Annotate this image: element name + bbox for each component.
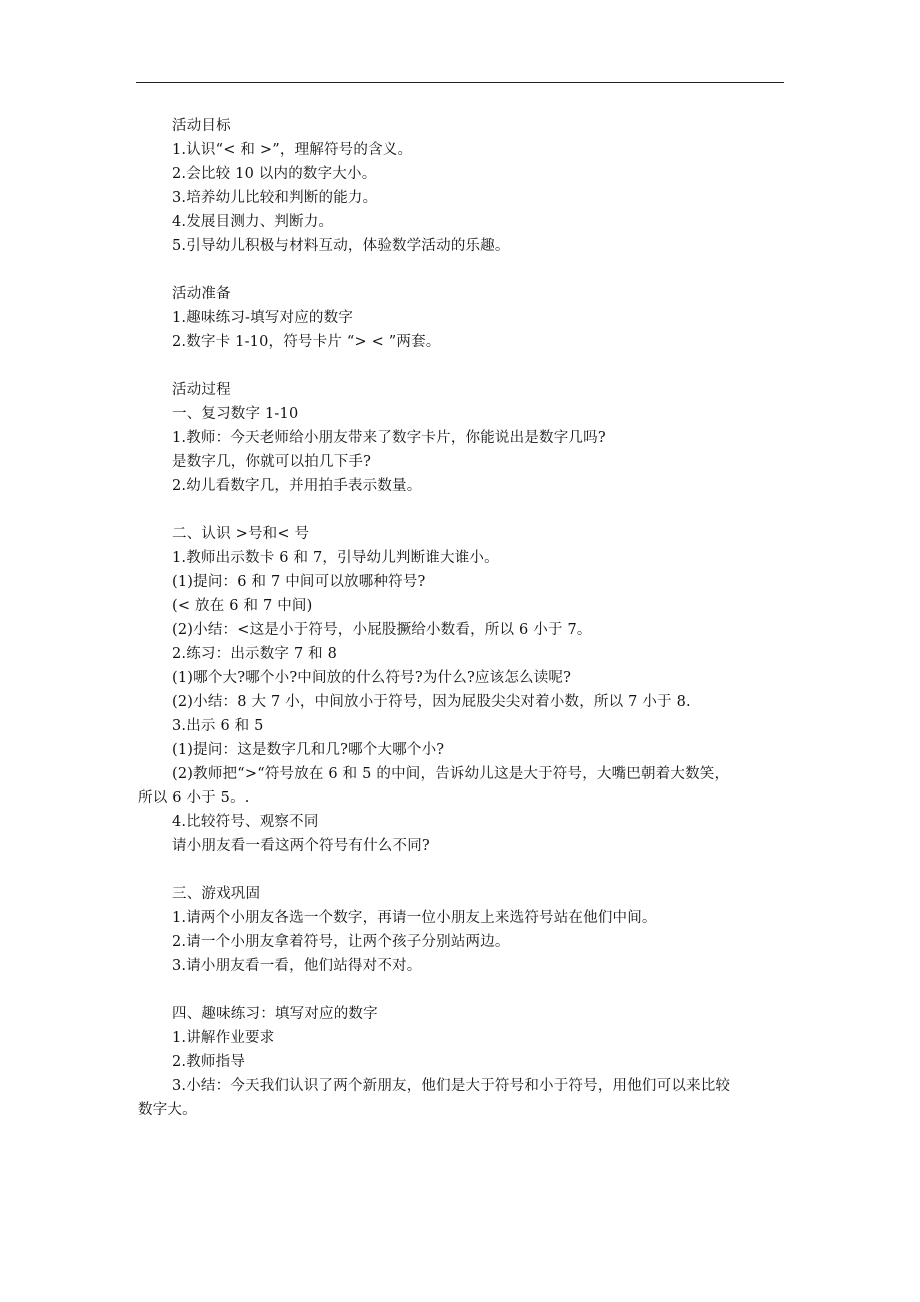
process-line: 2.教师指导: [172, 1054, 246, 1070]
subsection-heading-4: 四、趣味练习：填写对应的数字: [172, 1006, 378, 1022]
header-rule: [136, 82, 784, 83]
prep-1: 1.趣味练习-填写对应的数字: [172, 310, 354, 326]
prep-2: 2.数字卡 1-10，符号卡片 “> < ”两套。: [172, 334, 441, 350]
process-line: 2.请一个小朋友拿着符号，让两个孩子分别站两边。: [172, 934, 510, 950]
process-line: 1.教师出示数卡 6 和 7，引导幼儿判断谁大谁小。: [172, 550, 499, 566]
section-heading-goals: 活动目标: [172, 118, 231, 134]
process-line: 请小朋友看一看这两个符号有什么不同?: [172, 838, 430, 854]
process-line: 数字大。: [138, 1102, 197, 1118]
subsection-heading-2: 二、认识 >号和< 号: [172, 526, 310, 542]
goal-1: 1.认识“< 和 >”，理解符号的含义。: [172, 142, 413, 158]
process-line: (1)提问：这是数字几和几?哪个大哪个小?: [172, 742, 445, 758]
process-line: (2)教师把“>“符号放在 6 和 5 的中间，告诉幼儿这是大于符号，大嘴巴朝着大数笑，: [172, 766, 730, 782]
process-line: (2)小结：8 大 7 小，中间放小于符号，因为屁股尖尖对着小数，所以 7 小于 8.: [172, 694, 691, 710]
process-line: 3.小结：今天我们认识了两个新朋友，他们是大于符号和小于符号，用他们可以来比较: [172, 1078, 731, 1094]
process-line: 所以 6 小于 5。.: [138, 790, 250, 806]
process-line: (2)小结：<这是小于符号，小屁股撅给小数看，所以 6 小于 7。: [172, 622, 592, 638]
goal-5: 5.引导幼儿积极与材料互动，体验数学活动的乐趣。: [172, 238, 510, 254]
goal-2: 2.会比较 10 以内的数字大小。: [172, 166, 377, 182]
process-line: 3.出示 6 和 5: [172, 718, 264, 734]
process-line: 4.比较符号、观察不同: [172, 814, 319, 830]
process-line: (< 放在 6 和 7 中间): [172, 598, 313, 614]
process-line: 1.请两个小朋友各选一个数字，再请一位小朋友上来选符号站在他们中间。: [172, 910, 657, 926]
subsection-heading-1: 一、复习数字 1-10: [172, 406, 299, 422]
process-line: 1.讲解作业要求: [172, 1030, 275, 1046]
process-line: 是数字几，你就可以拍几下手?: [172, 454, 372, 470]
section-heading-process: 活动过程: [172, 382, 231, 398]
process-line: 2.幼儿看数字几，并用拍手表示数量。: [172, 478, 422, 494]
goal-4: 4.发展目测力、判断力。: [172, 214, 334, 230]
process-line: 1.教师：今天老师给小朋友带来了数字卡片，你能说出是数字几吗?: [172, 430, 606, 446]
process-line: (1)哪个大?哪个小?中间放的什么符号?为什么?应该怎么读呢?: [172, 670, 572, 686]
process-line: 2.练习：出示数字 7 和 8: [172, 646, 338, 662]
process-line: 3.请小朋友看一看，他们站得对不对。: [172, 958, 422, 974]
subsection-heading-3: 三、游戏巩固: [172, 886, 261, 902]
process-line: (1)提问：6 和 7 中间可以放哪种符号?: [172, 574, 426, 590]
section-heading-prep: 活动准备: [172, 286, 231, 302]
goal-3: 3.培养幼儿比较和判断的能力。: [172, 190, 378, 206]
